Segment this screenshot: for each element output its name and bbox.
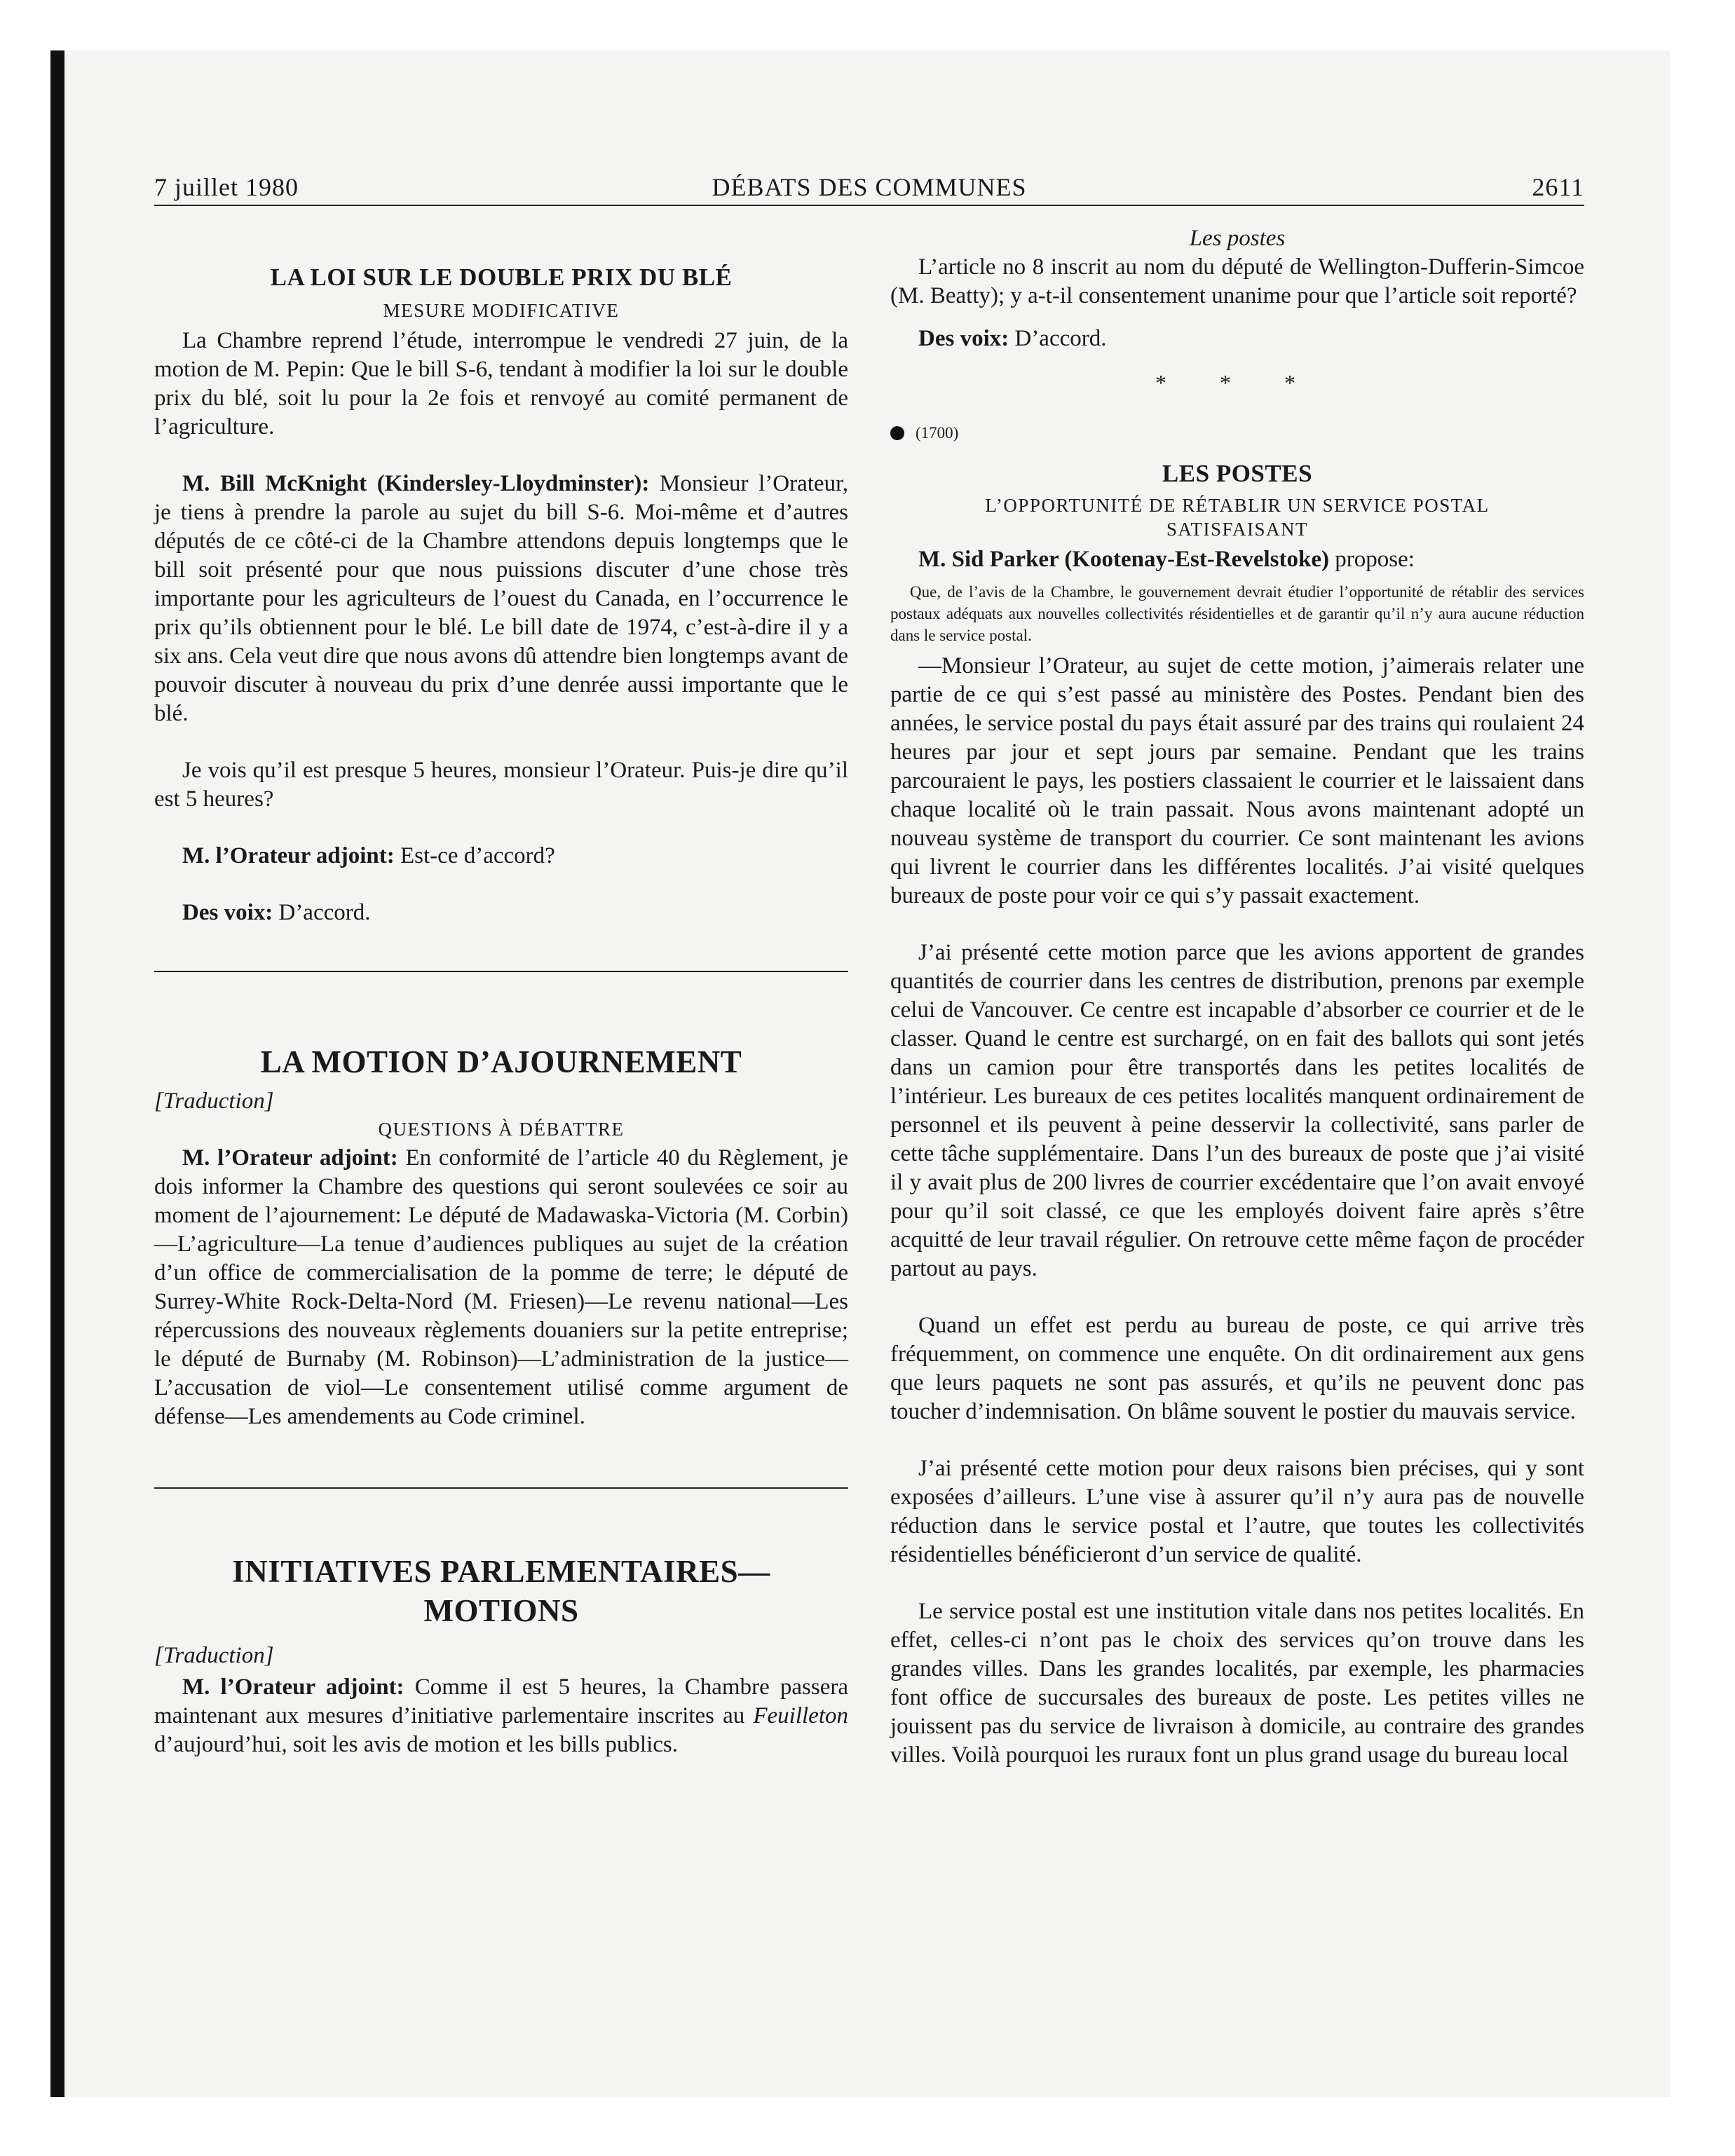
speech-propose: propose:: [1328, 547, 1415, 572]
speech-des-voix: D’accord.: [273, 900, 371, 925]
section-stars: * * *: [1155, 370, 1319, 395]
time-marker-text: (1700): [916, 424, 959, 442]
speaker-orateur-adjoint-3: M. l’Orateur adjoint:: [182, 1674, 404, 1700]
section-subtitle-service-postal: L’OPPORTUNITÉ DE RÉTABLIR UN SERVICE POSTAL SATISFAISANT: [985, 495, 1490, 540]
speech-initiatives-b: d’aujourd’hui, soit les avis de motion et les bills publics.: [154, 1732, 678, 1757]
paragraph-des-voix: [154, 899, 848, 927]
traduction-marker: [Traduction]: [154, 1089, 274, 1114]
traduction-marker-2: [Traduction]: [154, 1643, 274, 1668]
section-title-initiatives-line2: MOTIONS: [423, 1593, 579, 1628]
speaker-orateur-adjoint-2: M. l’Orateur adjoint:: [182, 1145, 398, 1171]
paragraph-initiatives: [154, 1673, 848, 1759]
paragraph-mcknight: [154, 470, 848, 728]
paragraph-service-vital: Le service postal est une institution vitale dans nos petites localités. En effet, celles-ci n’ont pas le choix des services qu’on trouve dans les grandes villes. Dans les grandes localités, par exemple, les pharmacies font office de succursales des bureaux de poste. Les petites villes ne jouissent pas du service de livraison à domicile, au contraire des grandes villes. Voilà pourquoi les ruraux font un plus grand usage du bureau local: [890, 1599, 1584, 1768]
speaker-mcknight: M. Bill McKnight (Kindersley-Lloydminster):: [182, 471, 650, 496]
paragraph-deux-raisons: J’ai présenté cette motion pour deux raisons bien précises, qui y sont exposées d’ailleurs. L’une vise à assurer qu’il n’y aura pas de nouvelle réduction dans le service postal et l’autre, que toutes les collectivités résidentielles bénéficieront d’un service de qualité.: [890, 1456, 1584, 1567]
speaker-parker: M. Sid Parker (Kootenay-Est-Revelstoke): [918, 547, 1329, 572]
speaker-orateur-adjoint: M. l’Orateur adjoint:: [182, 843, 395, 868]
header-page-number: 2611: [1532, 173, 1584, 201]
paragraph-reprise: La Chambre reprend l’étude, interrompue le vendredi 27 juin, de la motion de M. Pepin: Que le bill S-6, tendant à modifier la loi sur le double prix du blé, soit lu pour la 2e fois et renvoyé au comité permanent de l’agriculture.: [154, 328, 848, 439]
paragraph-cinq-heures: Je vois qu’il est presque 5 heures, monsieur l’Orateur. Puis-je dire qu’il est 5 heures?: [154, 758, 848, 812]
paragraph-article-8: L’article no 8 inscrit au nom du député de Wellington-Dufferin-Simcoe (M. Beatty); y a-t-il consentement unanime pour que l’article soit reporté?: [890, 254, 1584, 308]
feuilleton-word: Feuilleton: [753, 1703, 848, 1728]
paragraph-effet-perdu: Quand un effet est perdu au bureau de poste, ce qui arrive très fréquemment, on commence une enquête. On dit ordinairement aux gens que leurs paquets ne sont pas assurés, et qu’ils ne peuvent donc pas toucher d’indemnisation. On blâme souvent le postier du mauvais service.: [890, 1313, 1584, 1424]
section-title-double-prix: LA LOI SUR LE DOUBLE PRIX DU BLÉ: [270, 264, 733, 291]
paragraph-monsieur-orateur: —Monsieur l’Orateur, au sujet de cette motion, j’aimerais relater une partie de ce qui s’est passé au ministère des Postes. Pendant bien des années, le service postal du pays était assuré par des trains qui roulaient 24 heures par jour et sept jours par semaine. Pendant que les trains parcouraient le pays, les postiers classaient le courrier et le laissaient dans chaque localité où le train passait. Nous avons maintenant adopté un nouveau système de transport du courrier. Ce sont maintenant les avions qui livrent le courrier dans les différentes localités. J’ai visité quelques bureaux de poste pour voir ce qui s’y passait exactement.: [890, 653, 1584, 908]
section-title-initiatives: [154, 1552, 848, 1630]
paragraph-des-voix-2: [890, 325, 1584, 353]
speaker-des-voix-2: Des voix:: [918, 326, 1009, 351]
section-title-motion-ajournement: LA MOTION D’AJOURNEMENT: [260, 1044, 742, 1079]
subheading-les-postes: Les postes: [1189, 226, 1286, 251]
time-marker: [890, 418, 1584, 447]
section-title-les-postes: LES POSTES: [1162, 460, 1313, 487]
section-subtitle-mesure: MESURE MODIFICATIVE: [383, 300, 620, 321]
header-title: DÉBATS DES COMMUNES: [712, 173, 1027, 201]
section-title-initiatives-line1: INITIATIVES PARLEMENTAIRES—: [232, 1554, 770, 1589]
speech-des-voix-2: D’accord.: [1009, 326, 1107, 351]
speech-questions: En conformité de l’article 40 du Règlement, je dois informer la Chambre des questions qui seront soulevées ce soir au moment de l’ajournement: Le député de Madawaska-Victoria (M. Corbin)—L’agriculture—La tenue d’audiences publiques au sujet de la création d’un office de commercialisation de la pomme de terre; le député de Surrey-White Rock-Delta-Nord (M. Friesen)—Le revenu national—Les répercussions des nouveaux règlements douaniers sur la petite entreprise; le député de Burnaby (M. Robinson)—L’administration de la justice—L’accusation de viol—Le consentement utilisé comme argument de défense—Les amendements au Code criminel.: [154, 1145, 848, 1429]
speaker-des-voix: Des voix:: [182, 900, 273, 925]
speech-initiatives-a: Comme il est 5 heures, la Chambre passera maintenant aux mesures d’initiative parlementaire inscrites au: [154, 1674, 848, 1728]
paragraph-avions: J’ai présenté cette motion parce que les avions apportent de grandes quantités de courrier dans les centres de distribution, prenons par exemple celui de Vancouver. Ce centre est incapable d’absorber ce courrier et de le classer. Quand le centre est surchargé, on en fait des ballots qui sont jetés dans un camion pour être transportés dans les petites localités de l’intérieur. Les bureaux de ces petites localités manquent ordinairement de personnel et ils peuvent à peine desservir la collectivité, sans parler de cette tâche supplémentaire. Dans l’un des bureaux de poste que j’ai visité il y avait plus de 200 livres de courrier excédentaire que l’on avait envoyé pour qu’il soit classé, ce que les employés doivent faire après s’être acquitté de leur travail régulier. On retrouve cette même façon de procéder partout au pays.: [890, 940, 1584, 1281]
paragraph-parker-propose: [890, 545, 1584, 574]
speech-orateur-accord: Est-ce d’accord?: [394, 843, 555, 868]
bullet-dot-icon: [890, 426, 904, 440]
header-rule: [154, 205, 1584, 206]
left-column: [154, 217, 848, 1759]
header-date: 7 juillet 1980: [154, 173, 299, 201]
page-header: [154, 168, 1584, 210]
paragraph-questions-ajournement: [154, 1144, 848, 1431]
motion-quote: Que, de l’avis de la Chambre, le gouvernement devrait étudier l’opportunité de rétablir des services postaux adéquats aux nouvelles collectivités résidentielles et de garantir qu’il n’y aura aucune réduction dans le service postal.: [890, 583, 1584, 644]
paragraph-orateur-accord: [154, 842, 848, 871]
right-column: [890, 217, 1584, 1770]
scan-binding-edge: [50, 50, 64, 2097]
speech-mcknight: Monsieur l’Orateur, je tiens à prendre la parole au sujet du bill S-6. Moi-même et d’autres députés de ce côté-ci de la Chambre attendons depuis longtemps que le bill soit présenté pour que nous puissions discuter d’une chose très importante pour les agriculteurs de l’ouest du Canada, en l’occurrence le prix qu’ils obtiennent pour le blé. Le bill date de 1974, c’est-à-dire il y a six ans. Cela veut dire que nous avons dû attendre bien longtemps avant de pouvoir discuter à nouveau du prix d’une denrée aussi importante que le blé.: [154, 471, 848, 726]
section-subtitle-questions: QUESTIONS À DÉBATTRE: [378, 1119, 625, 1140]
